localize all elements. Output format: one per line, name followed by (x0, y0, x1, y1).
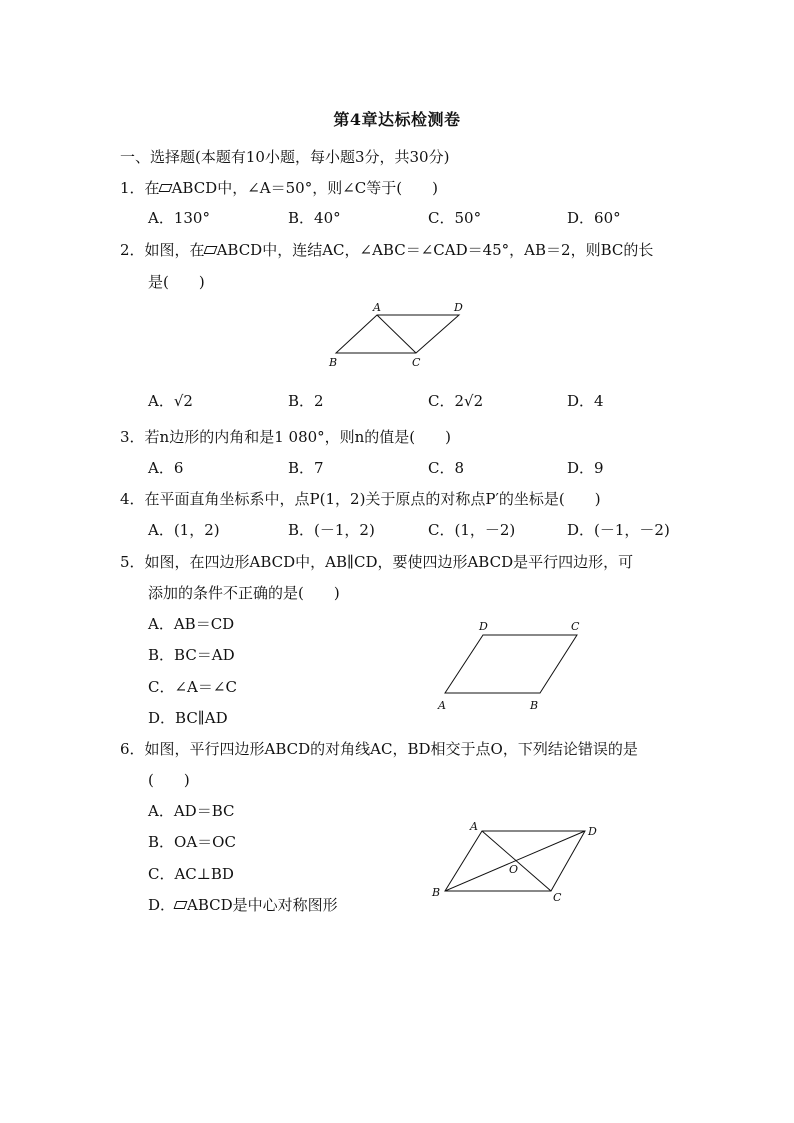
vertex-label-c: C (571, 620, 580, 633)
parallelogram-symbol-icon (203, 246, 217, 254)
question-5-option-a: A．AB＝CD (148, 615, 235, 633)
question-5-number: 5． (120, 553, 145, 571)
question-6-stem-text: 如图，平行四边形ABCD的对角线AC，BD相交于点O，下列结论错误的是 (144, 740, 638, 758)
vertex-label-c: C (553, 891, 562, 904)
question-6-stem (120, 738, 638, 759)
question-6-option-d-text: ABCD是中心对称图形 (187, 896, 338, 914)
question-2-stem-line2: 是( ) (148, 273, 205, 291)
question-4-stem-text: 在平面直角坐标系中，点P(1，2)关于原点的对称点P′的坐标是( ) (144, 490, 601, 508)
question-3-option-b: B．7 (288, 459, 324, 477)
question-3-option-a: A．6 (148, 459, 184, 477)
question-4-option-d: D．(－1，－2) (567, 521, 670, 539)
question-5-stem-text: 如图，在四边形ABCD中，AB∥CD，要使四边形ABCD是平行四边形，可 (144, 553, 634, 571)
question-2-number: 2． (120, 241, 145, 259)
question-6-option-d-prefix: D． (148, 896, 176, 914)
question-4-option-c: C．(1，－2) (428, 521, 516, 539)
vertex-label-a: A (438, 699, 446, 712)
question-5-option-d: D．BC∥AD (148, 709, 228, 727)
question-6-option-b: B．OA＝OC (148, 833, 236, 851)
vertex-label-b: B (530, 699, 539, 712)
question-2-option-a: A．√2 (148, 392, 193, 410)
question-1-option-d: D．60° (567, 209, 621, 227)
question-3-number: 3． (120, 428, 145, 446)
question-5-stem-line2: 添加的条件不正确的是( ) (148, 584, 340, 602)
question-3-stem-text: 若n边形的内角和是1 080°，则n的值是( ) (144, 428, 452, 446)
question-2-option-c: C．2√2 (428, 392, 484, 410)
question-1-option-a: A．130° (148, 209, 210, 227)
question-5-stem (120, 551, 633, 572)
question-6-option-d (148, 894, 338, 915)
question-4-option-a: A．(1，2) (148, 521, 220, 539)
question-6-option-c: C．AC⊥BD (148, 865, 234, 883)
question-3-option-d: D．9 (567, 459, 604, 477)
question-3-option-c: C．8 (428, 459, 465, 477)
question-2-figure (325, 298, 475, 372)
question-2-stem (120, 239, 653, 260)
parallelogram-abcd-shape (336, 315, 459, 353)
question-6-number: 6． (120, 740, 145, 758)
question-6-stem-line2: ( ) (148, 771, 190, 789)
question-2-option-b: B．2 (288, 392, 324, 410)
parallelogram-abcd-shape (445, 635, 577, 693)
question-6-option-a: A．AD＝BC (148, 802, 235, 820)
question-4-option-b: B．(－1，2) (288, 521, 375, 539)
section-heading: 一、选择题(本题有10小题，每小题3分，共30分) (120, 148, 450, 166)
diagonal-ac (377, 315, 416, 353)
vertex-label-b: B (432, 886, 441, 899)
vertex-label-d: D (454, 301, 463, 314)
center-label-o: O (509, 863, 519, 876)
question-1-option-c: C．50° (428, 209, 482, 227)
diagonal-bd (445, 831, 585, 891)
question-6-figure (425, 815, 605, 907)
question-4-stem (120, 488, 601, 509)
parallelogram-symbol-icon (158, 184, 172, 192)
question-1-option-b: B．40° (288, 209, 341, 227)
parallelogram-symbol-icon (174, 901, 188, 909)
diagonal-ac (482, 831, 551, 891)
page-title: 第4章达标检测卷 (333, 110, 461, 129)
question-3-stem (120, 426, 451, 447)
question-1-number: 1． (120, 179, 145, 197)
question-5-option-c: C．∠A＝∠C (148, 678, 237, 696)
question-2-option-d: D．4 (567, 392, 604, 410)
vertex-label-d: D (588, 825, 597, 838)
question-1-stem (120, 177, 438, 198)
question-2-stem-lead: 如图，在 (144, 241, 205, 259)
question-4-number: 4． (120, 490, 145, 508)
question-5-figure (430, 617, 590, 715)
vertex-label-b: B (329, 356, 338, 369)
question-1-stem-text: ABCD中，∠A＝50°，则∠C等于( ) (171, 179, 438, 197)
question-5-option-b: B．BC＝AD (148, 646, 235, 664)
vertex-label-c: C (412, 356, 421, 369)
vertex-label-d: D (479, 620, 488, 633)
question-1-stem-lead: 在 (144, 179, 160, 197)
question-2-stem-text: ABCD中，连结AC，∠ABC＝∠CAD＝45°，AB＝2，则BC的长 (216, 241, 654, 259)
vertex-label-a: A (373, 301, 381, 314)
vertex-label-a: A (470, 820, 478, 833)
